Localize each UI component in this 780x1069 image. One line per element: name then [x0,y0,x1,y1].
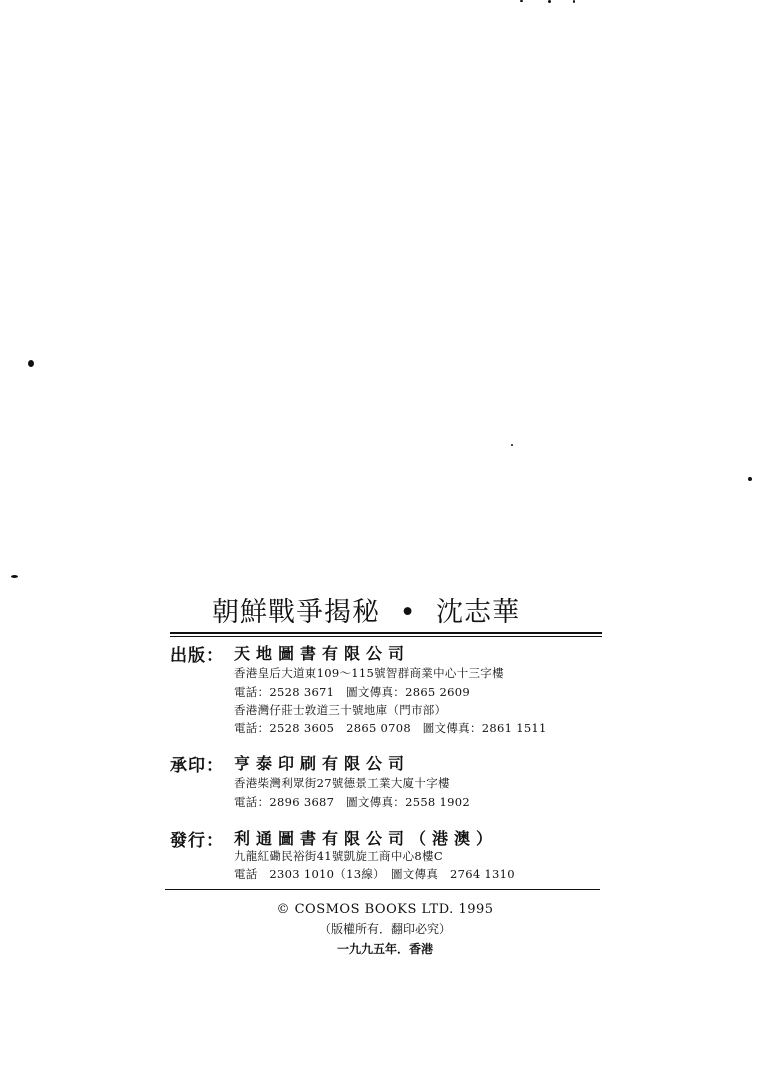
book-title-line [212,590,572,629]
publisher-section [170,641,610,733]
scan-speck [11,575,18,578]
distributor-address: 九龍紅磡民裕街41號凱旋工商中心8樓C [234,849,443,863]
publication-date-place: 一九九五年．香港 [336,942,433,956]
top-rule [170,632,602,634]
publisher-company: 天地圖書有限公司 [234,644,411,663]
copyright-block [170,902,600,957]
publisher-shop-address: 香港灣仔莊士敦道三十號地庫（門市部） [234,703,447,717]
copyright-notice: © COSMOS BOOKS LTD. 1995 [276,902,494,917]
publisher-role: 出版： [170,646,224,666]
scan-speck [548,0,551,3]
distributor-company: 利通圖書有限公司（港澳） [234,829,499,848]
printer-section [170,751,610,811]
scan-speck [573,0,575,3]
top-rule-thin [170,636,602,637]
scan-speck [520,0,523,2]
printer-address: 香港柴灣利眾街27號德景工業大廈十字樓 [234,776,450,790]
printer-company: 亨泰印刷有限公司 [234,754,411,773]
rights-notice: （版權所有．翻印必究） [318,922,451,936]
publisher-shop-phone: 電話：2528 3605 2865 0708 圖文傳真：2861 1511 [234,721,547,735]
distributor-section [170,826,610,886]
publisher-address: 香港皇后大道東109～115號智群商業中心十三字樓 [234,666,504,680]
scan-speck [511,444,513,446]
scan-speck [748,477,752,481]
book-author: 沈志華 [436,597,521,628]
distributor-phone: 電話 2303 1010（13線） 圖文傳真 2764 1310 [234,867,515,881]
title-separator: • [399,597,417,628]
printer-role: 承印： [170,756,224,776]
distributor-role: 發行： [170,831,224,851]
printer-phone: 電話：2896 3687 圖文傳真：2558 1902 [234,795,470,809]
scan-speck [28,360,34,367]
publisher-phone: 電話：2528 3671 圖文傳真：2865 2609 [234,685,470,699]
book-title: 朝鮮戰爭揭秘 [212,597,380,628]
bottom-rule [165,889,600,890]
